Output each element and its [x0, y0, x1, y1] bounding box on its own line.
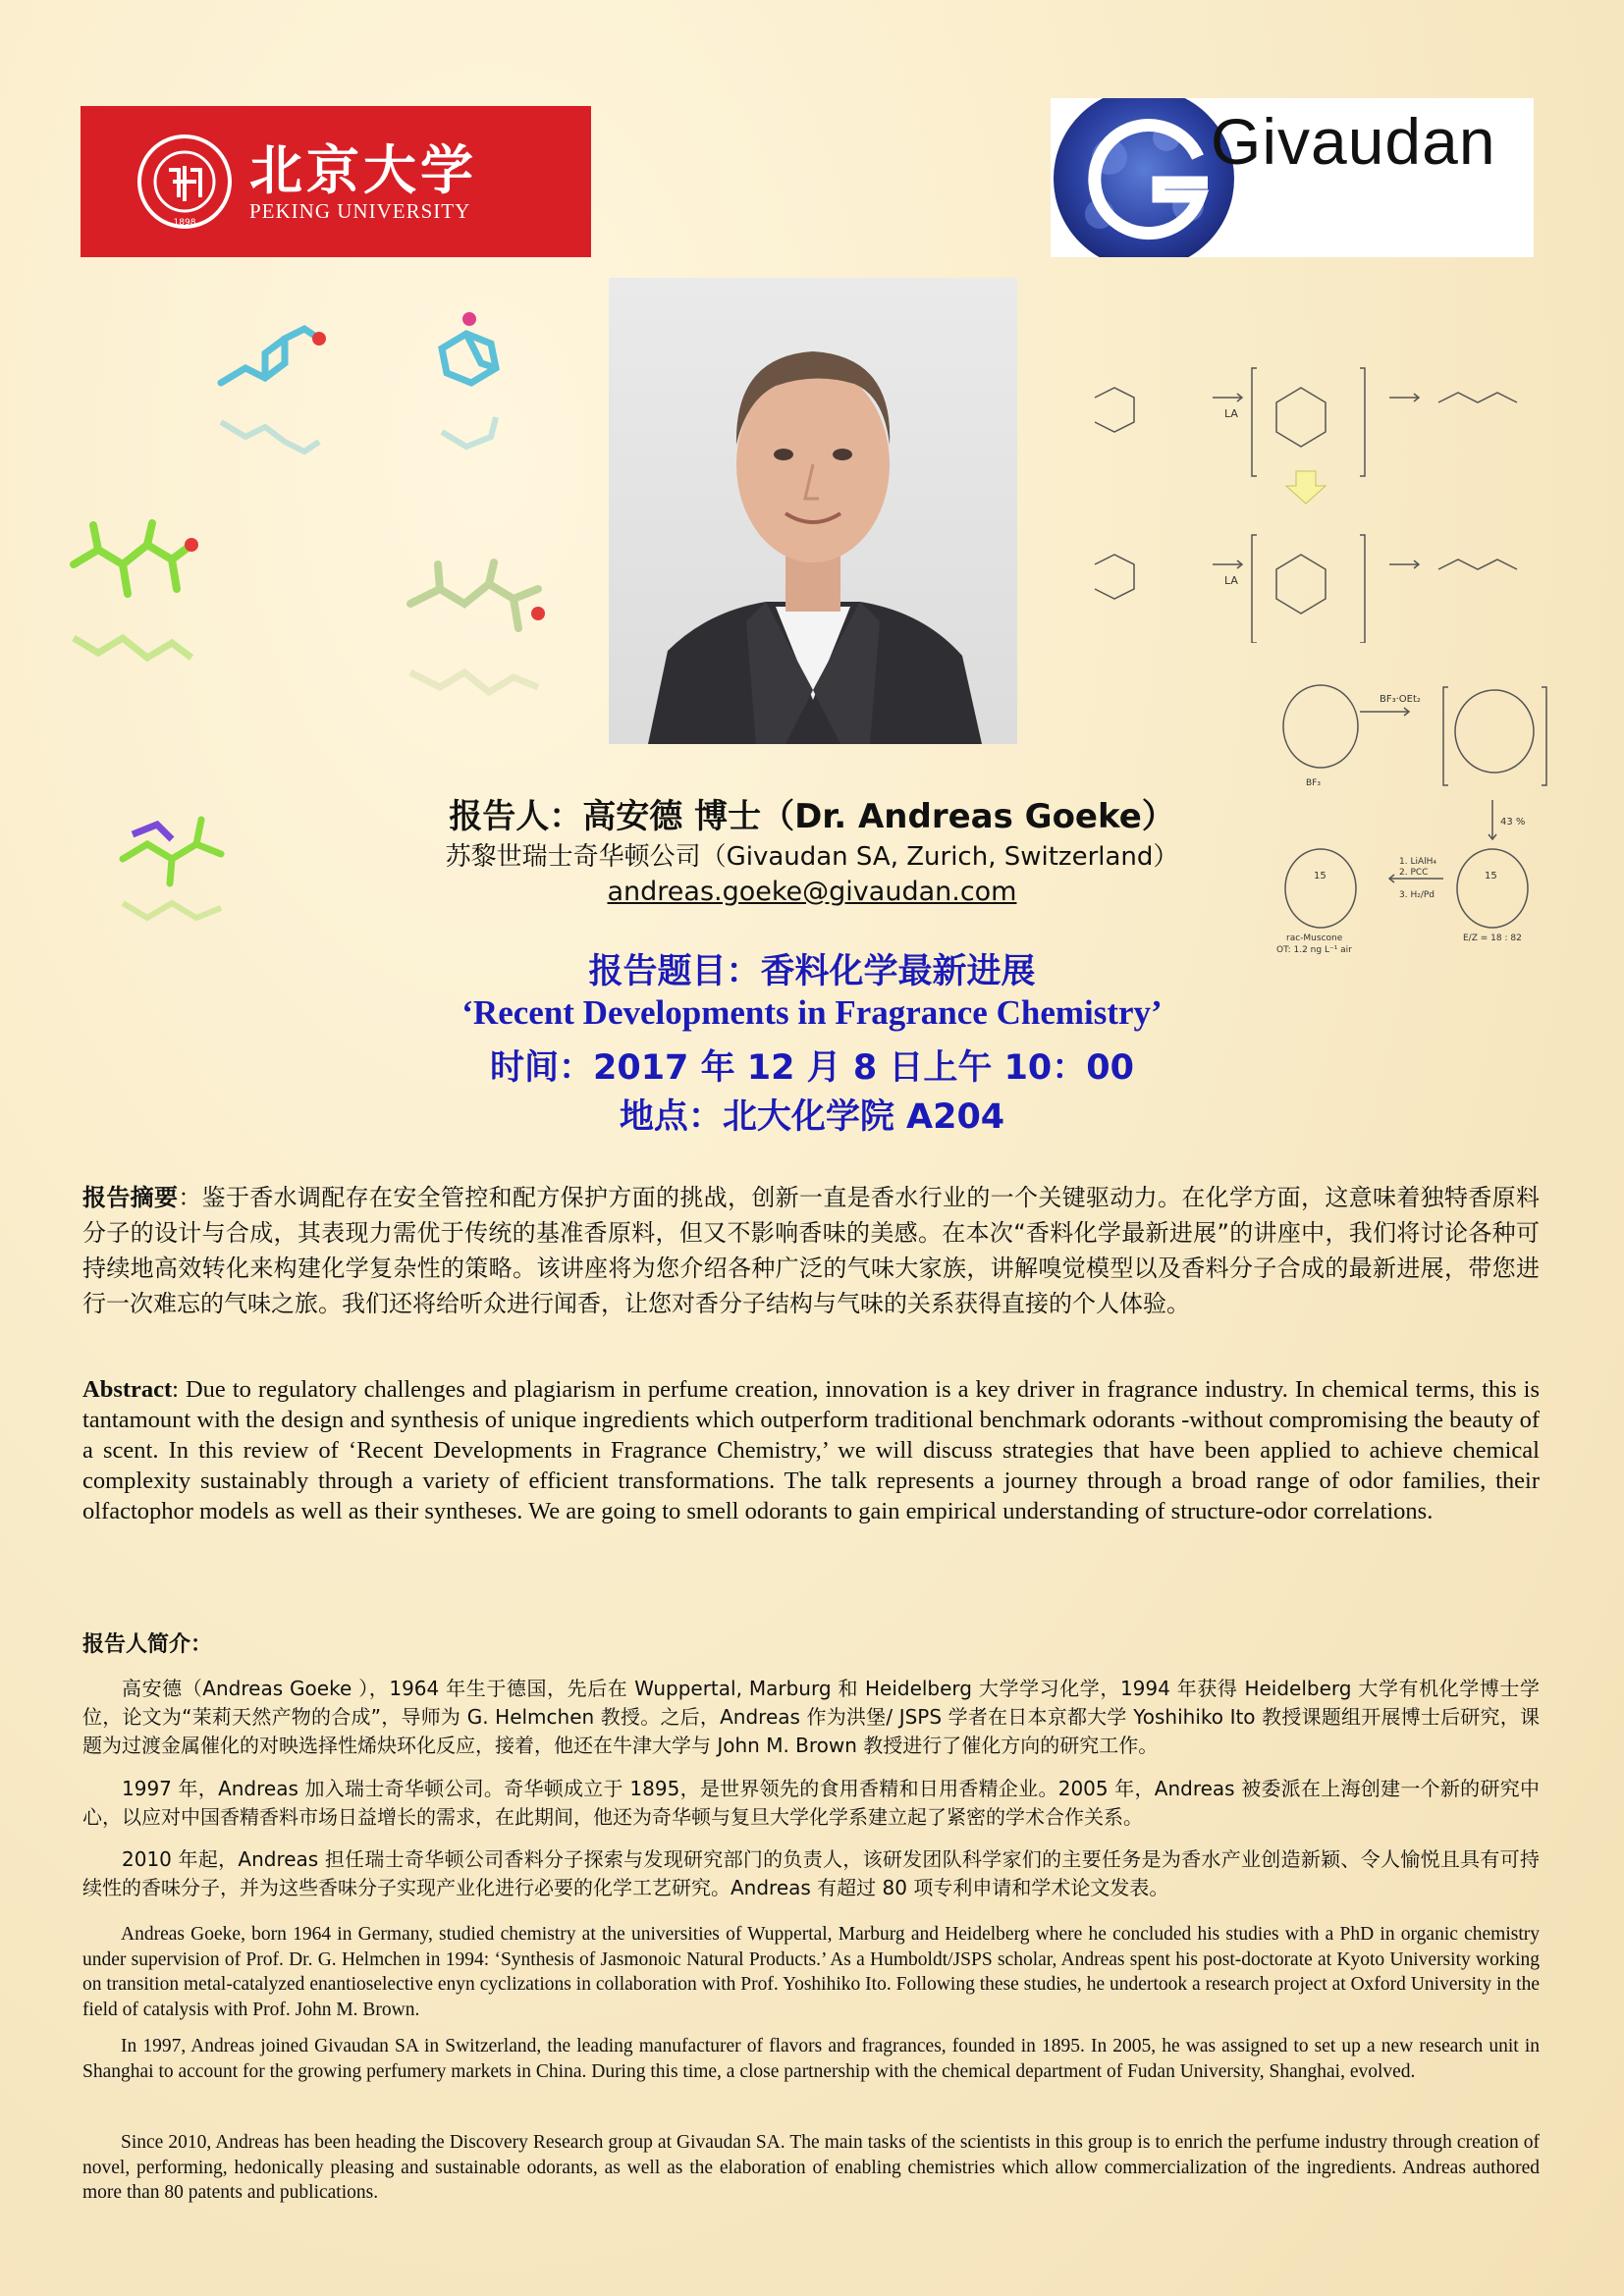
- speaker-photo: [609, 278, 1017, 744]
- molecule-model-1-icon: [211, 314, 329, 402]
- scheme-bf3: BF₃: [1306, 778, 1321, 788]
- abstract-en: [82, 1374, 1540, 1526]
- bio-cn-paragraph-3: 2010 年起，Andreas 担任瑞士奇华顿公司香料分子探索与发现研究部门的负责人，该研发团队科学家们的主要任务是为香水产业创造新颖、令人愉悦且具有可持续性的香味分子，并为这些香味分子实现产业化进行必要的化学工艺研究。Andreas 有超过 80 项专利申请和学术论文发表。: [82, 1847, 1540, 1899]
- scheme-threshold: OT: 1.2 ng L⁻¹ air: [1276, 945, 1352, 955]
- scheme-la-1: LA: [1224, 407, 1238, 420]
- reaction-scheme-icon: [1075, 348, 1556, 643]
- scheme-ez-ratio: E/Z = 18 : 82: [1463, 934, 1522, 943]
- scheme-step-1: 1. LiAlH₄: [1399, 857, 1436, 867]
- scheme-la-2: LA: [1224, 574, 1238, 587]
- talk-title-cn: 报告题目：香料化学最新进展: [588, 952, 1036, 991]
- abstract-cn-lead: 报告摘要: [82, 1184, 179, 1211]
- bio-cn-paragraph-2: 1997 年，Andreas 加入瑞士奇华顿公司。奇华顿成立于 1895，是世界领先的食用香精和日用香精企业。2005 年，Andreas 被委派在上海创建一个新的研究中心，以应对中国香精香料市场日益增长的需求，在此期间，他还为奇华顿与复旦大学化学系建立起了紧密的学术合作关系。: [82, 1777, 1540, 1829]
- bio-heading: 报告人简介：: [82, 1632, 213, 1657]
- scheme-product-name: rac-Muscone: [1286, 934, 1343, 943]
- pku-name-cn: 北京大学: [249, 137, 477, 201]
- molecule-model-3-icon: [64, 515, 201, 614]
- speaker-affiliation: 苏黎世瑞士奇华顿公司（Givaudan SA, Zurich, Switzerland）: [445, 842, 1179, 872]
- speaker-name: 报告人：高安德 博士（Dr. Andreas Goeke）: [449, 797, 1175, 836]
- scheme-ring-a: 15: [1314, 871, 1326, 881]
- pku-year: 1898: [173, 218, 196, 228]
- givaudan-logo: [1051, 98, 1534, 257]
- pku-name-en: PEKING UNIVERSITY: [249, 198, 471, 223]
- bio-en-paragraph-2: In 1997, Andreas joined Givaudan SA in Switzerland, the leading manufacturer of flavors and fragrances, founded in 1895. In 2005, he was assigned to set up a new research unit in Shanghai to account for the growing perfumery markets in China. During this time, a close partnership with the chemical department of Fudan University, Shanghai, evolved.: [82, 2036, 1540, 2082]
- molecule-reflection-2-icon: [422, 412, 520, 471]
- scheme-step-3: 3. H₂/Pd: [1399, 890, 1435, 900]
- molecule-reflection-3-icon: [64, 618, 201, 687]
- abstract-cn: [82, 1180, 1540, 1321]
- pku-seal-icon: [135, 133, 234, 231]
- peking-university-logo: [81, 106, 591, 257]
- abstract-en-body: : Due to regulatory challenges and plagiarism in perfume creation, innovation is a key driver in fragrance industry. In chemical terms, this is tantamount with the design and synthesis of unique ingredients which outperform traditional benchmark odorants -without compromising the beauty of a scent. In this review of ‘Recent Developments in Fragrance Chemistry,’ we will discuss strategies that have been applied to achieve chemical complexity sustainably through a variety of efficient transformations. The talk represents a journey through a broad range of odor families, their olfactophor models as well as their syntheses. We are going to smell odorants to gain empirical understanding of structure-odor correlations.: [82, 1376, 1540, 1524]
- scheme-step-2: 2. PCC: [1399, 868, 1429, 878]
- scheme-ring-b: 15: [1485, 871, 1497, 881]
- pku-wordmark: [249, 137, 477, 224]
- speaker-email-link[interactable]: andreas.goeke@givaudan.com: [607, 877, 1017, 907]
- scheme-reagent-1: BF₃·OEt₂: [1380, 694, 1421, 705]
- molecule-model-2-icon: [422, 309, 520, 407]
- talk-time: 时间：2017 年 12 月 8 日上午 10：00: [490, 1048, 1134, 1088]
- molecule-reflection-4-icon: [401, 653, 558, 712]
- abstract-en-lead: Abstract: [82, 1376, 173, 1403]
- bio-en-paragraph-3: Since 2010, Andreas has been heading the Discovery Research group at Givaudan SA. The main tasks of the scientists in this group is to enrich the perfume industry through creation of novel, performing, hedonically pleasing and sustainable odorants, as well as the elaboration of enabling chemistries which allow commercialization of the ingredients. Andreas authored more than 80 patents and publications.: [82, 2132, 1540, 2203]
- talk-title-en: ‘Recent Developments in Fragrance Chemistry’: [461, 993, 1163, 1032]
- scheme-yield: 43 %: [1500, 817, 1526, 828]
- talk-place: 地点：北大化学院 A204: [619, 1097, 1005, 1137]
- molecule-reflection-1-icon: [211, 412, 329, 471]
- givaudan-wordmark: Givaudan: [1211, 105, 1496, 178]
- abstract-cn-body: ：鉴于香水调配存在安全管控和配方保护方面的挑战，创新一直是香水行业的一个关键驱动力。在化学方面，这意味着独特香原料分子的设计与合成，其表现力需优于传统的基准香原料，但又不影响香味的美感。在本次“香料化学最新进展”的讲座中，我们将讨论各种可持续地高效转化来构建化学复杂性的策略。该讲座将为您介绍各种广泛的气味大家族，讲解嗅觉模型以及香料分子合成的最新进展，带您进行一次难忘的气味之旅。我们还将给听众进行闻香，让您对香分子结构与气味的关系获得直接的个人体验。: [82, 1184, 1541, 1317]
- molecule-model-4-icon: [401, 555, 558, 648]
- bio-cn-paragraph-1: 高安德（Andreas Goeke ），1964 年生于德国，先后在 Wuppertal, Marburg 和 Heidelberg 大学学习化学，1994 年获得 Heidelberg 大学有机化学博士学位，论文为“茉莉天然产物的合成”，导师为 G. Helmchen 教授。之后，Andreas 作为洪堡/ JSPS 学者在日本京都大学 Yoshihiko Ito 教授课题组开展博士后研究，课题为过渡金属催化的对映选择性烯炔环化反应，接着，他还在牛津大学与 John M. Brown 教授进行了催化方向的研究工作。: [82, 1677, 1540, 1757]
- bio-en-paragraph-1: Andreas Goeke, born 1964 in Germany, studied chemistry at the universities of Wuppertal, Marburg and Heidelberg where he concluded his studies with a PhD in organic chemistry under supervision of Prof. Dr. G. Helmchen in 1994: ‘Synthesis of Jasmonoic Natural Products.’ As a Humboldt/JSPS scholar, Andreas spent his post-doctorate at Kyoto University working on transition metal-catalyzed enantioselective enyn cyclizations in collaboration with Prof. Yoshihiko Ito. Following these studies, he undertook a research project at Oxford University in the field of catalysis with Prof. John M. Brown.: [82, 1924, 1540, 2020]
